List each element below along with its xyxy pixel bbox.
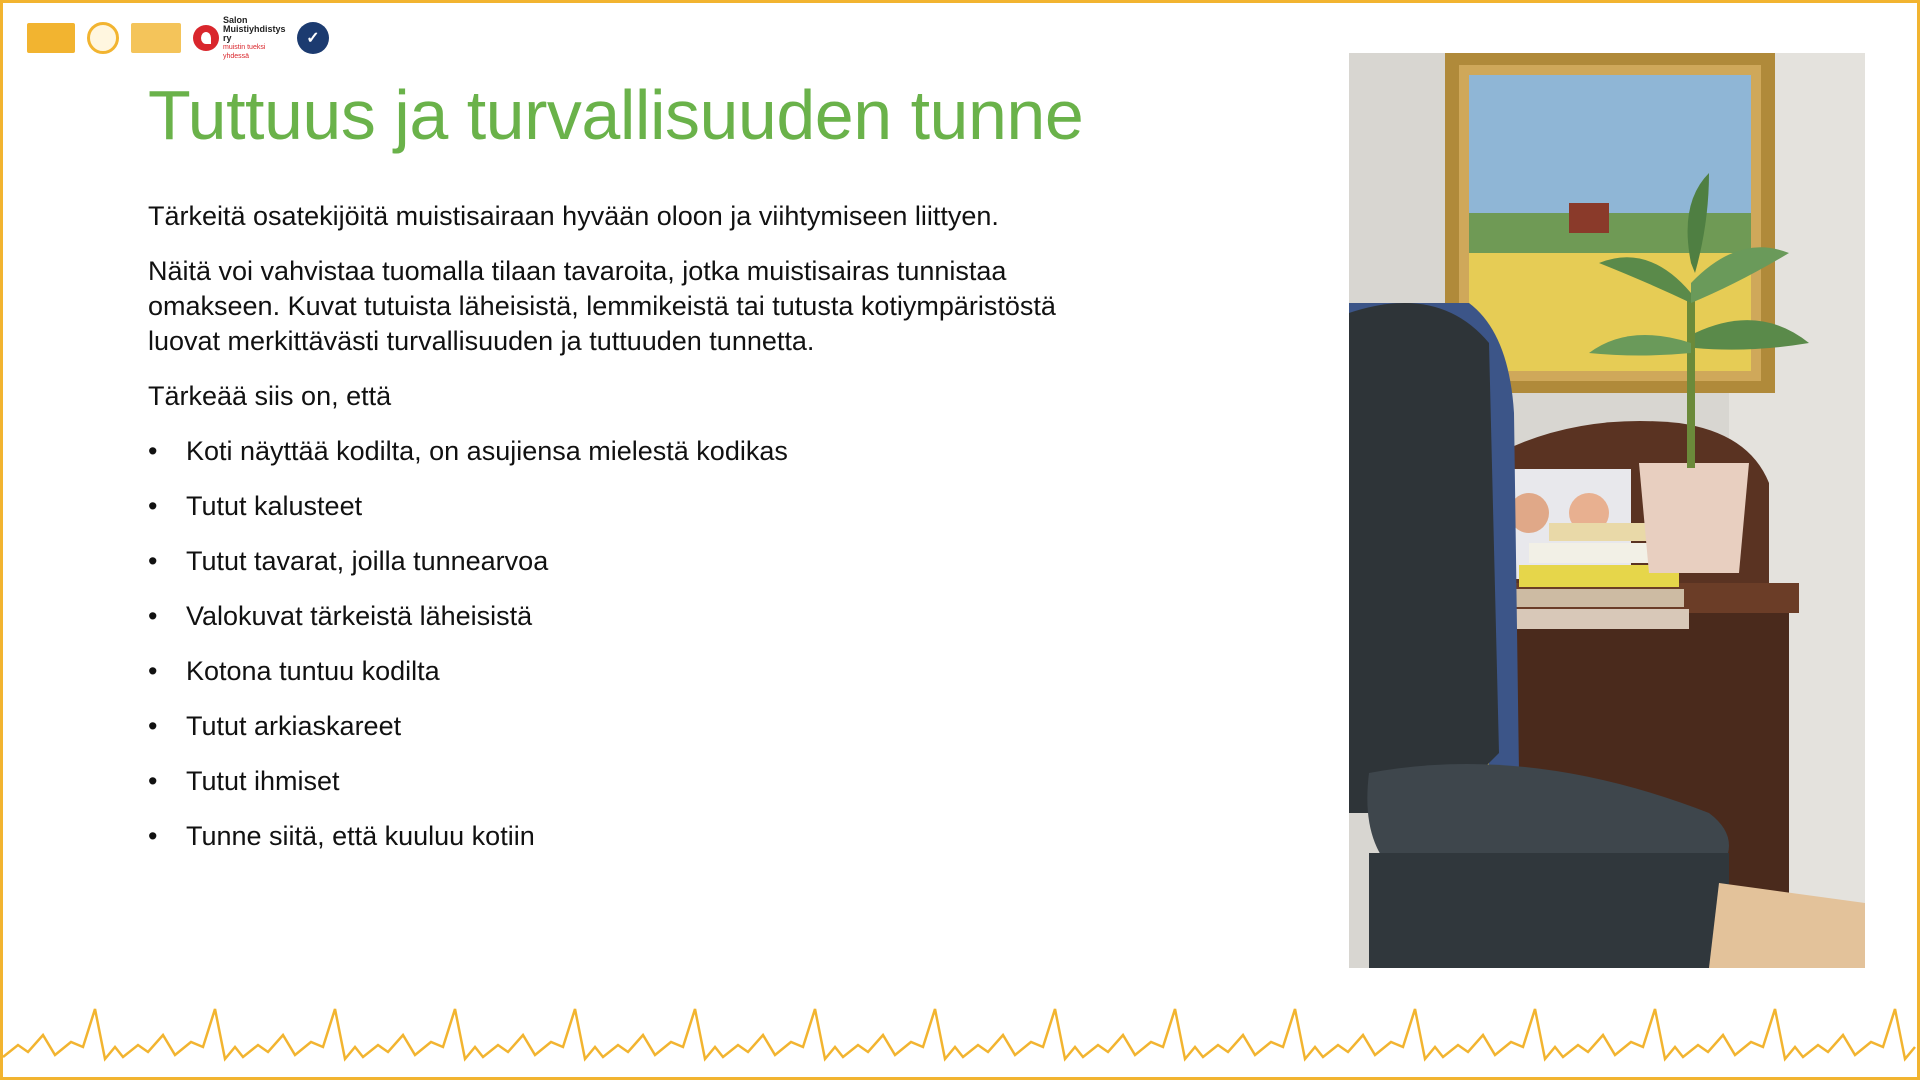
salo-logo-line3: muistin tueksi yhdessä [223,43,266,60]
intro-text: Tärkeitä osatekijöitä muistisairaan hyvään oloon ja viihtymiseen liittyen. [148,201,999,231]
salo-logo-text [223,16,285,61]
vv-logo [297,21,329,55]
town-logo [27,21,75,55]
salo-logo-line1: Salon [223,14,248,25]
slide-title: Tuttuus ja turvallisuuden tunne [148,76,1084,154]
bullet-list [148,434,1128,854]
salo-heart-icon [193,25,219,51]
bullet-item: • Koti näyttää kodilta, on asujiensa mielestä kodikas [148,434,1128,469]
paragraph-text: Näitä voi vahvistaa tuomalla tilaan tavaroita, jotka muistisairas tunnistaa omakseen. Kuvat tutuista läheisistä, lemmikeistä tai tutusta kotiympäristöstä luovat merkittävästi turvallisuuden ja tuttuuden tunnetta. [148,256,1056,356]
circle-logo [87,21,119,55]
bullet-item: • Tutut tavarat, joilla tunnearvoa [148,544,1128,579]
decorative-wave-border [3,997,1917,1077]
circle-emblem-icon [87,22,119,54]
bullet-item: • Tutut arkiaskareet [148,709,1128,744]
salo-muistiyhdistys-logo [193,14,286,60]
bullet-item: • Valokuvat tärkeistä läheisistä [148,599,1128,634]
lead-text: Tärkeää siis on, että [148,381,392,411]
salo-logo-line2: Muistiyhdistys ry [223,23,286,43]
vv-mark-icon: ✓ [297,22,329,54]
bullet-item: • Kotona tuntuu kodilta [148,654,1128,689]
bullet-item: • Tunne siitä, että kuuluu kotiin [148,819,1128,854]
town-silhouette-icon [27,23,75,53]
armchair-photo-illustration [1349,53,1865,968]
bullet-item: • Tutut kalusteet [148,489,1128,524]
armchair-photo [1349,53,1865,968]
slide-body [148,199,1128,874]
town-logo-2 [131,21,181,55]
town-silhouette-icon [131,23,181,53]
bullet-item: • Tutut ihmiset [148,764,1128,799]
logo-bar [27,14,329,60]
